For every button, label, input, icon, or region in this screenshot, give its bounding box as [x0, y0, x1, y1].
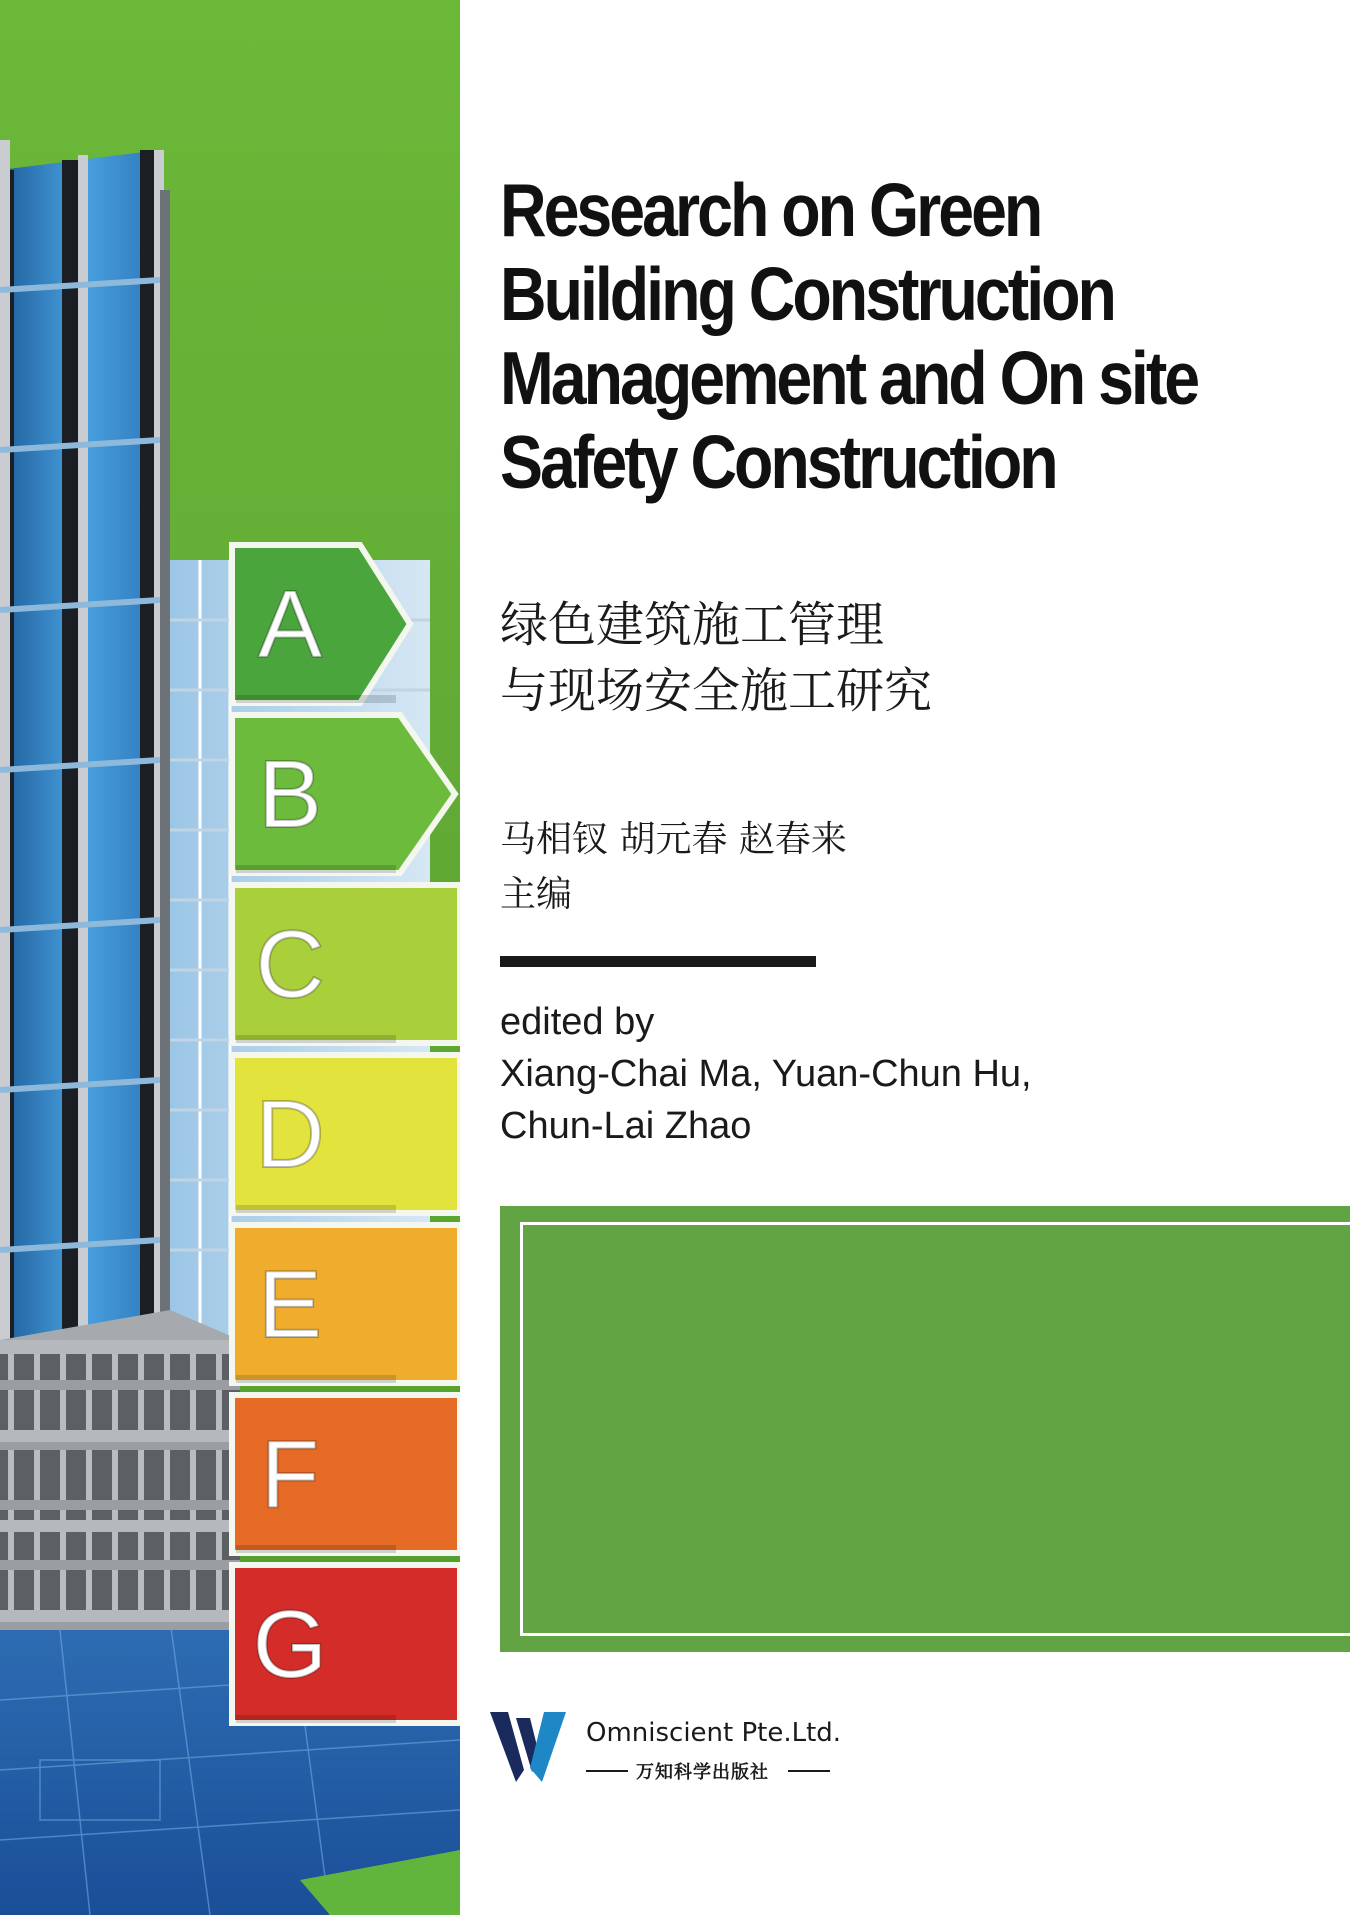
publisher-name: Omniscient Pte.Ltd.: [586, 1718, 842, 1748]
editors-block: [500, 996, 1032, 1152]
editors-line-2: Chun-Lai Zhao: [500, 1105, 752, 1147]
chinese-role: 主编: [500, 874, 573, 915]
publisher-logo: [486, 1706, 866, 1786]
green-panel: [500, 1206, 1350, 1652]
publisher-rule-left: [586, 1770, 628, 1772]
chinese-title-line-1: 绿色建筑施工管理: [500, 597, 885, 653]
rating-label-f: F: [260, 1421, 320, 1528]
rating-block-c-shadow: [236, 1035, 396, 1043]
cover-illustration: [0, 0, 460, 1915]
rating-label-b: B: [257, 741, 323, 848]
w-logo-icon: [486, 1710, 572, 1784]
chinese-title-line-2: 与现场安全施工研究: [500, 663, 933, 719]
chinese-title: [500, 592, 932, 724]
rating-block-c: [232, 885, 460, 1043]
title-line-3: Management and On site: [500, 336, 1198, 420]
rating-block-e-shadow: [236, 1375, 396, 1383]
rating-label-c: C: [255, 911, 325, 1018]
title-line-2: Building Construction: [500, 252, 1114, 336]
rating-block-g-shadow: [236, 1715, 396, 1723]
rating-block-f: [232, 1395, 460, 1553]
book-title: [500, 168, 1205, 504]
title-line-4: Safety Construction: [500, 420, 1056, 504]
rating-label-a: A: [257, 571, 323, 678]
title-line-1: Research on Green: [500, 168, 1041, 252]
concrete-frame: [0, 1310, 240, 1630]
glass-tower: [0, 140, 170, 1380]
editors-label: edited by: [500, 1001, 655, 1043]
green-panel-frame: [520, 1222, 1350, 1636]
chinese-authors: 马相钗 胡元春 赵春来: [500, 819, 847, 860]
chinese-authors-block: [500, 812, 847, 922]
rating-block-e: [232, 1225, 460, 1383]
rating-block-b-shadow: [236, 865, 396, 873]
rating-block-d: [232, 1055, 460, 1213]
rating-label-e: E: [257, 1251, 323, 1358]
editors-line-1: Xiang-Chai Ma, Yuan-Chun Hu,: [500, 1053, 1032, 1095]
rating-label-g: G: [252, 1591, 328, 1698]
rating-label-d: D: [255, 1081, 325, 1188]
rating-block-d-shadow: [236, 1205, 396, 1213]
publisher-rule-right: [788, 1770, 830, 1772]
rating-block-f-shadow: [236, 1545, 396, 1553]
publisher-chinese-row: [586, 1758, 866, 1782]
rating-block-g: [232, 1565, 460, 1723]
divider-rule: [500, 956, 816, 967]
rating-block-a-shadow: [236, 695, 396, 703]
publisher-chinese-name: 万知科学出版社: [636, 1762, 769, 1783]
